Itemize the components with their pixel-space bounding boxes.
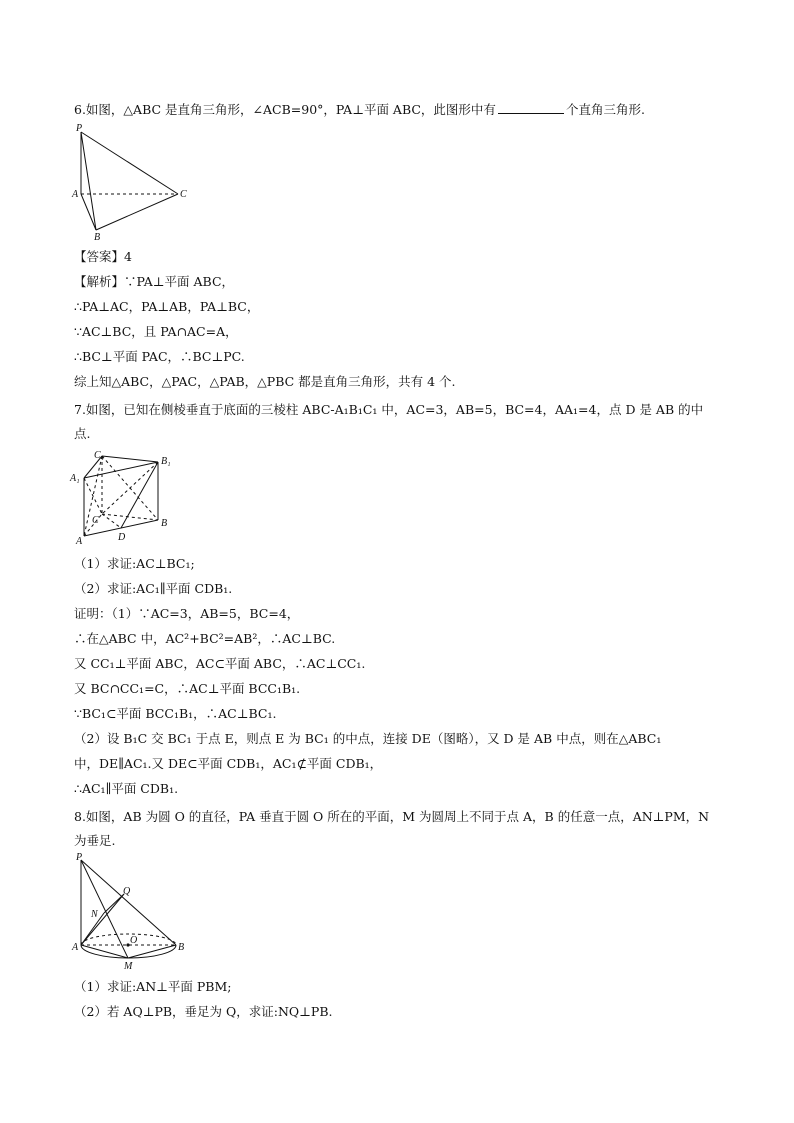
q6-figure (66, 122, 196, 242)
q6-stem (74, 101, 645, 118)
q8-label-n: N (91, 909, 98, 920)
q7-part-1: （1）求证:AC⊥BC₁; (74, 556, 195, 571)
q7-proof-8: ∴AC₁∥平面 CDB₁. (74, 781, 179, 796)
q7-label-d: D (118, 532, 126, 543)
q8-label-p: P (76, 852, 83, 863)
q6-label-a: A (72, 189, 79, 200)
q7-proof-1: 证明：（1）∵AC=3，AB=5，BC=4， (74, 606, 300, 621)
q6-stem-tail: 个直角三角形. (565, 102, 645, 117)
q8-stem: 8.如图，AB 为圆 O 的直径，PA 垂直于圆 O 所在的平面，M 为圆周上不同于点 A，B 的任意一点，AN⊥PM，N 为垂足. (74, 809, 710, 848)
q8-label-q: Q (123, 886, 131, 897)
q6-answer: 【答案】4 (74, 249, 132, 264)
q6-stem-text: 6.如图，△ABC 是直角三角形，∠ACB=90°，PA⊥平面 ABC，此图形中有 (74, 102, 496, 117)
q6-label-p: P (76, 123, 83, 134)
q8-part-2: （2）若 AQ⊥PB，垂足为 Q，求证:NQ⊥PB. (74, 1004, 333, 1019)
q7-proof-2: ∴在△ABC 中，AC²+BC²=AB²，∴AC⊥BC. (74, 631, 336, 646)
q8-label-m: M (124, 961, 133, 972)
q7-proof-4: 又 BC∩CC₁=C，∴AC⊥平面 BCC₁B₁. (74, 681, 301, 696)
q7-label-b1: B₁ (161, 456, 171, 467)
q7-proof-5: ∵BC₁⊂平面 BCC₁B₁，∴AC⊥BC₁. (74, 706, 277, 721)
q6-analysis-2: ∴PA⊥AC，PA⊥AB，PA⊥BC， (74, 299, 260, 314)
q8-label-o: O (130, 935, 138, 946)
q7-proof-6: （2）设 B₁C 交 BC₁ 于点 E，则点 E 为 BC₁ 的中点，连接 DE（图略），又 D 是 AB 中点，则在△ABC₁ (74, 731, 662, 746)
q6-label-b: B (94, 232, 101, 242)
q7-proof-3: 又 CC₁⊥平面 ABC，AC⊂平面 ABC，∴AC⊥CC₁. (74, 656, 366, 671)
q8-part-1: （1）求证:AN⊥平面 PBM; (74, 979, 232, 994)
q6-answer-blank (498, 101, 564, 114)
q6-label-c: C (180, 189, 187, 200)
q7-label-c: C (92, 515, 99, 526)
q7-label-a1: A₁ (70, 473, 80, 484)
q8-figure (66, 852, 201, 972)
q7-proof-7: 中，DE∥AC₁.又 DE⊂平面 CDB₁，AC₁⊄平面 CDB₁， (74, 756, 383, 771)
q7-label-b: B (161, 518, 168, 529)
q6-analysis-3: ∵AC⊥BC，且 PA∩AC=A， (74, 324, 238, 339)
q6-analysis-5: 综上知△ABC，△PAC，△PAB，△PBC 都是直角三角形，共有 4 个. (74, 374, 456, 389)
q7-label-a: A (76, 536, 83, 545)
q6-analysis-1: 【解析】∵PA⊥平面 ABC， (74, 274, 235, 289)
q7-figure (66, 450, 186, 545)
q7-stem: 7.如图，已知在侧棱垂直于底面的三棱柱 ABC-A₁B₁C₁ 中，AC=3，AB=5，BC=4，AA₁=4，点 D 是 AB 的中点. (74, 402, 704, 441)
q7-label-c1: C₁ (94, 450, 105, 461)
q8-label-b: B (178, 942, 185, 953)
q7-part-2: （2）求证:AC₁∥平面 CDB₁. (74, 581, 233, 596)
q8-label-a: A (72, 942, 79, 953)
q6-analysis-4: ∴BC⊥平面 PAC，∴BC⊥PC. (74, 349, 245, 364)
